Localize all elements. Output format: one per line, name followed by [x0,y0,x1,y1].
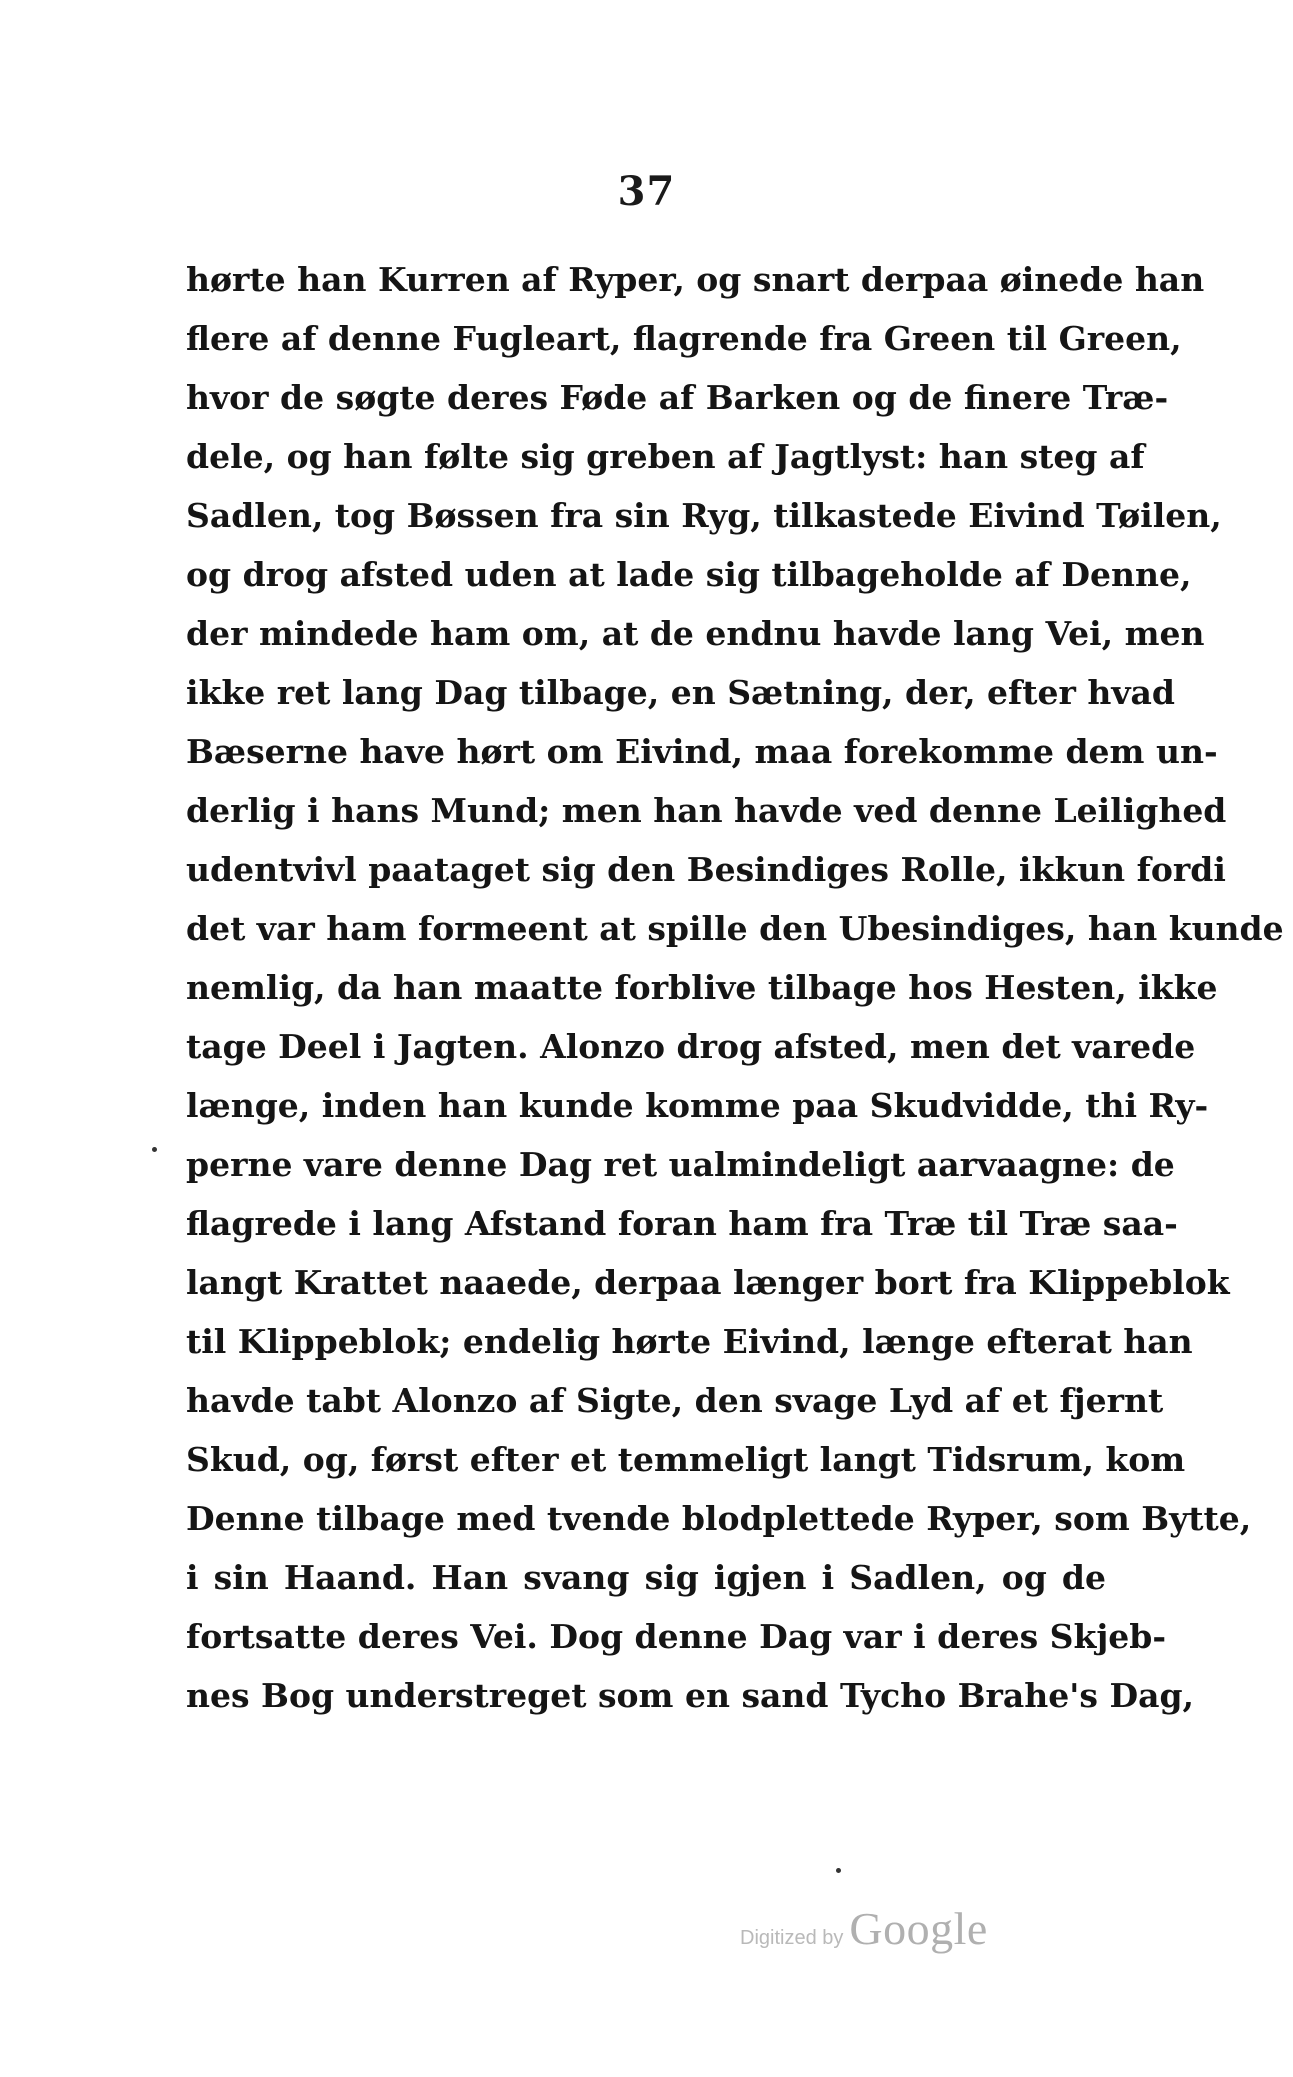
text-line: i sin Haand. Han svang sig igjen i Sadlen, og de [186,1558,1106,1597]
ink-speck [836,1868,841,1873]
text-line: dele, og han følte sig greben af Jagtlyst: han steg af [186,437,1145,476]
text-line: havde tabt Alonzo af Sigte, den svage Lyd af et fjernt [186,1381,1164,1420]
page-number: 37 [617,168,676,215]
watermark-prefix: Digitized by [740,1927,844,1949]
text-line: derlig i hans Mund; men han havde ved denne Leilighed [186,791,1227,830]
text-line: flagrede i lang Afstand foran ham fra Træ til Træ saa- [186,1204,1178,1243]
text-line: nemlig, da han maatte forblive tilbage hos Hesten, ikke [186,968,1218,1007]
text-line: Bæserne have hørt om Eivind, maa forekomme dem un- [186,732,1218,771]
text-line: flere af denne Fugleart, flagrende fra Green til Green, [186,319,1182,358]
text-line: der mindede ham om, at de endnu havde lang Vei, men [186,614,1205,653]
ink-speck [152,1147,157,1152]
text-line: Skud, og, først efter et temmeligt langt Tidsrum, kom [186,1440,1186,1479]
text-line: hvor de søgte deres Føde af Barken og de finere Træ- [186,378,1169,417]
text-line: ikke ret lang Dag tilbage, en Sætning, der, efter hvad [186,673,1175,712]
text-line: og drog afsted uden at lade sig tilbageholde af Denne, [186,555,1192,594]
body-text [186,250,1284,1725]
text-line: fortsatte deres Vei. Dog denne Dag var i deres Skjeb- [186,1617,1167,1656]
text-line: perne vare denne Dag ret ualmindeligt aarvaagne: de [186,1145,1175,1184]
text-line: det var ham formeent at spille den Ubesindiges, han kunde [186,909,1284,948]
text-line: udentvivl paataget sig den Besindiges Rolle, ikkun fordi [186,850,1226,889]
text-line: tage Deel i Jagten. Alonzo drog afsted, men det varede [186,1027,1196,1066]
digitized-watermark [740,1902,1020,1962]
text-line: nes Bog understreget som en sand Tycho Brahe's Dag, [186,1676,1195,1715]
text-line: Denne tilbage med tvende blodplettede Ryper, som Bytte, [186,1499,1252,1538]
text-line: hørte han Kurren af Ryper, og snart derpaa øinede han [186,260,1205,299]
text-line: længe, inden han kunde komme paa Skudvidde, thi Ry- [186,1086,1209,1125]
watermark-brand: Google [849,1903,988,1954]
text-line: Sadlen, tog Bøssen fra sin Ryg, tilkastede Eivind Tøilen, [186,496,1222,535]
text-line: til Klippeblok; endelig hørte Eivind, længe efterat han [186,1322,1193,1361]
text-line: langt Krattet naaede, derpaa længer bort fra Klippeblok [186,1263,1230,1302]
